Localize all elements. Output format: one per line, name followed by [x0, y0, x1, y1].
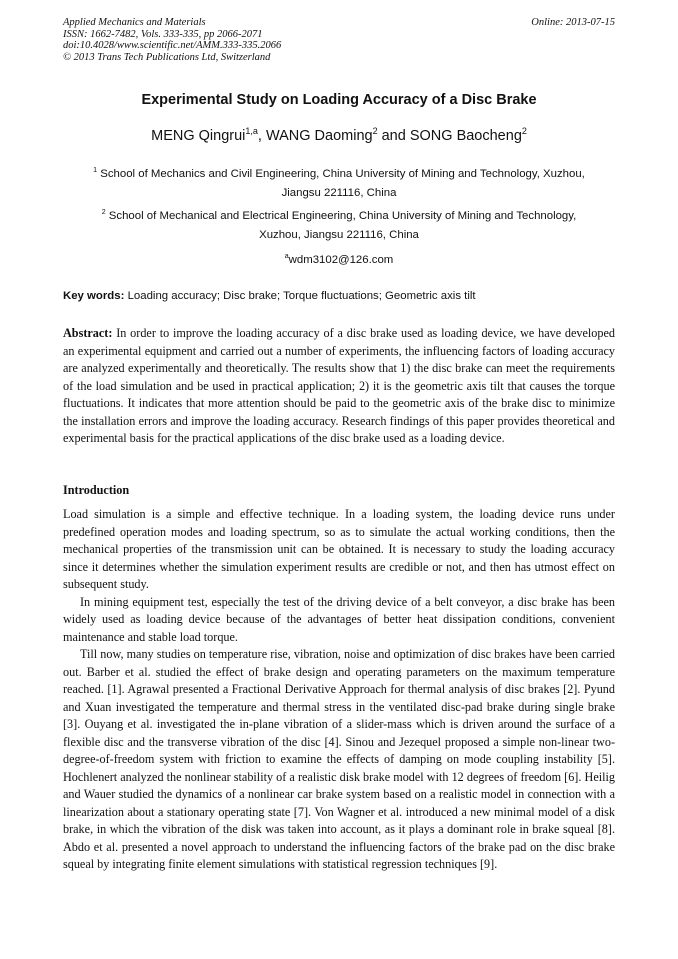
paragraph: Till now, many studies on temperature rise, vibration, noise and optimization of disc brakes have been carried out. Barber et al. studied the effect of brake design and operating parameters on the maximum temperature reached. [1]. Agrawal presented a Fractional Derivative Approach for thermal analysis of disc brakes [2]. Pyund and Xuan investigated the temperature and thermal stress in the ventilated disc-pad brake during single brake [3]. Ouyang et al. investigated the in-plane vibration of a slider-mass which is driven around the surface of a flexible disc and the transverse vibration of the disc [4]. Sinou and Jezequel proposed a simple non-linear two-degree-of-freedom system with friction to examine the effects of damping on mode coupling instability [5]. Hochlenert analyzed the nonlinear stability of a realistic disk brake model with 12 degrees of freedom [6]. Heilig and Wauer studied the dynamics of a nonlinear car brake system based on a realistic model in connection with a linearization about a stationary operating state [7]. Von Wagner et al. introduced a new minimal model of a disk brake, in which the vibration of the disk was taken into account, as it plays a dominant role in brake squeal [8]. Abdo et al. presented a novel approach to understand the influencing factors of the brake pad on the disc brake squeal by integrating finite element simulations with statistical regression techniques [9].	[63, 647, 615, 871]
author-superscript: 2	[372, 126, 378, 137]
copyright-line: © 2013 Trans Tech Publications Ltd, Switzerland	[63, 51, 271, 63]
paragraph: In mining equipment test, especially the test of the driving device of a belt conveyor, a disc brake has been widely used as loading device because of the advantages of better heat dissipation conditions, convenient maintenance and stable load torque.	[63, 594, 615, 644]
email-address[interactable]: wdm3102@126.com	[288, 254, 394, 266]
keywords	[63, 290, 615, 302]
paper-title: Experimental Study on Loading Accuracy of a Disc Brake	[141, 92, 537, 108]
author-separator: and	[377, 128, 410, 144]
doi-line: doi:10.4028/www.scientific.net/AMM.333-335.2066	[63, 40, 282, 52]
section-heading: Introduction	[63, 483, 130, 497]
affiliation-line: School of Mechanics and Civil Engineering, China University of Mining and Technology, Xuzhou,	[100, 168, 585, 180]
affiliation-number: 1	[93, 167, 98, 175]
keywords-label: Key words:	[63, 290, 125, 302]
issn-line: ISSN: 1662-7482, Vols. 333-335, pp 2066-2071	[63, 28, 263, 40]
affiliation-1	[68, 165, 610, 202]
keywords-text: Loading accuracy; Disc brake; Torque fluctuations; Geometric axis tilt	[124, 290, 476, 302]
author-superscript: 1,a	[245, 126, 258, 137]
abstract-label: Abstract:	[63, 326, 113, 340]
affiliation-2	[68, 207, 610, 244]
email-line	[68, 251, 610, 270]
affiliation-line: Jiangsu 221116, China	[281, 186, 397, 199]
online-date: Online: 2013-07-15	[531, 17, 615, 28]
journal-header	[63, 17, 615, 63]
introduction-body	[63, 506, 615, 874]
author-superscript: 2	[521, 126, 527, 137]
affiliation-line: Xuzhou, Jiangsu 221116, China	[259, 228, 419, 241]
author-name: MENG Qingrui	[151, 128, 246, 144]
journal-name: Applied Mechanics and Materials	[63, 17, 206, 28]
author-separator: ,	[257, 128, 266, 144]
abstract-text: In order to improve the loading accuracy of a disc brake used as loading device, we have developed an experimental equipment and carried out a number of experiments, the influencing factors of loading accuracy are analyzed experimentally and theoretically. The results show that 1) the disc brake can meet the requirements of the load simulation and be used in practical application; 2) it is the geometric axis tilt that causes the torque fluctuations. It indicates that more attention should be paid to the geometric axis of the brake disc to minimize the installation errors and improve the loading accuracy. Research findings of this paper provides theoretical and experimental basis for the practical applications of the disc brake used as a loading device.	[63, 326, 615, 445]
paragraph: Load simulation is a simple and effective technique. In a loading system, the loading device runs under predefined operation modes and loading spectrum, so as to simulate the actual working conditions, then the mechanical properties of the transmission unit can be obtained. It is necessary to study the loading accuracy since it determines whether the simulation experiment results are credible or not, and then has utmost effect on subsequent study.	[63, 507, 615, 591]
author-name: SONG Baocheng	[409, 128, 522, 144]
affiliation-number: 2	[101, 209, 106, 217]
abstract	[63, 325, 615, 448]
affiliation-line: School of Mechanical and Electrical Engineering, China University of Mining and Technology,	[108, 210, 577, 222]
email-superscript: a	[284, 253, 289, 261]
author-list	[40, 128, 638, 144]
author-name: WANG Daoming	[265, 128, 373, 144]
